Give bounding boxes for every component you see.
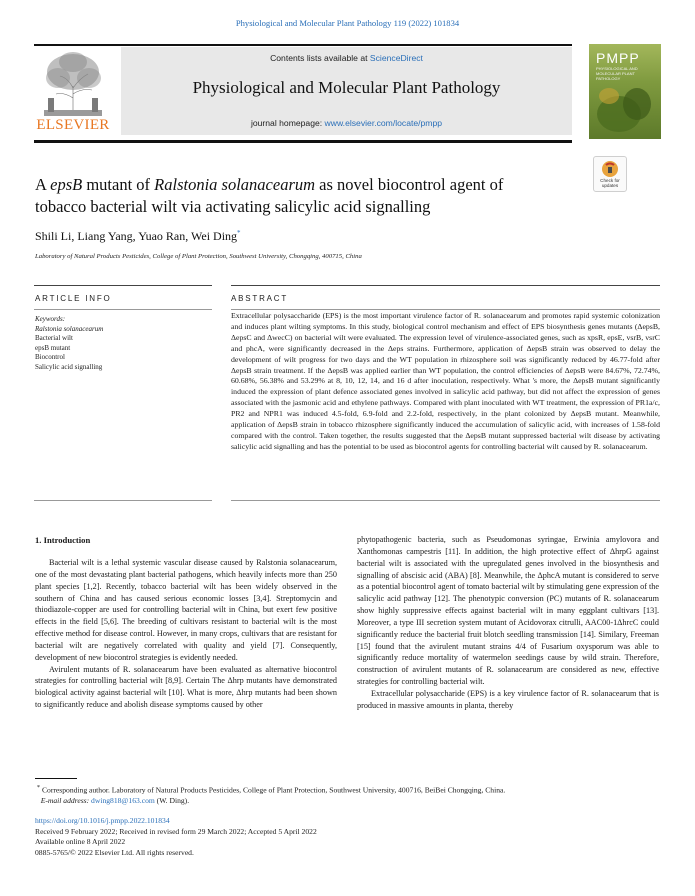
keywords-bottom-rule xyxy=(34,500,212,501)
sciencedirect-link[interactable]: ScienceDirect xyxy=(369,53,423,63)
journal-title: Physiological and Molecular Plant Pathology xyxy=(192,78,501,97)
title-part-italic: Ralstonia solanacearum xyxy=(154,175,316,194)
email-label: E-mail address: xyxy=(40,796,92,806)
corresponding-author-footnote xyxy=(35,783,660,807)
keywords-block xyxy=(35,315,103,373)
header-top-rule xyxy=(34,44,572,46)
intro-paragraph: Avirulent mutants of R. solanacearum have been evaluated as alternative biocontrol strategies for controlling bacterial wilt [8,9]. Certain The Δhrp mutants have demonstrated biological activity against bacterial wilt [10]. What is more, Δhrp mutants had been shown to significantly reduce and abolish disease symptoms caused by other xyxy=(35,664,337,710)
author-list xyxy=(35,229,241,244)
keyword-item: Salicylic acid signalling xyxy=(35,362,103,371)
keyword-item: Ralstonia solanacearum xyxy=(35,324,104,333)
publication-info xyxy=(35,816,660,858)
footnote-rule xyxy=(35,778,77,779)
intro-paragraph: phytopathogenic bacteria, such as Pseudomonas syringae, Erwinia amylovora and Xanthomonas campestris [11]. In addition, the high protective effect of ΔhrpG against bacterial wilt is associated with the upregulated genes involved in the biosynthesis and signalling of abscisic acid (ABA) [8]. Meanwhile, the ΔphcA mutant is considered to serve as a potential biocontrol agent of tomato bacterial wilt by stimulating gene expression of the salicylic acid pathway [12]. The phenotypic conversion (PC) mutants of R. solanacearum show highly suppressive effects against bacterial wilt in many eggplant cultivars [13]. Moreover, a type III secretion system mutant of Acidovorax citrulli, AAC00-1ΔhrcC could significantly reduce the bacterial fruit blotch seedling transmission [14]. Similary, Freeman [15] found that the avirulent mutant strains 4/4 of Fusarium oxysporum was able to significantly reduce mortality of watermelon seedings cause by wild strain. Therefore, construction of avirulent mutants of R. solanacearum are considered as new, effective strategies for controlling bacterial wilt. xyxy=(357,535,659,687)
check-updates-icon xyxy=(594,159,626,179)
copyright-line: 0885-5765/© 2022 Elsevier Ltd. All rights reserved. xyxy=(35,847,194,857)
abstract-body: Extracellular polysaccharide (EPS) is the most important virulence factor of R. solanacearum and promotes rapid systemic colonization and induces plant wilting symptoms. In this study, biological control mechanism and effect of EPS biosynthesis genes mutants (ΔepsB, ΔepsC and ΔwecC) on bacterial wilt were evaluated. The expression level of virulence-associated genes, such as xpsR, epsE, vsrB, vsrC and phcA, were significantly decreased in the Δeps strains. Furthermore, application of ΔepsB strain was observed to delay the development of wilt progress for two days and the WT population in rhizosphere soil was significantly reduced by 46.77-fold after ΔepsB strain treatment. If the ΔepsB was applied earlier than WT population, the control efficiencies of ΔepsB were 84.67%, 72.74%, 60.68%, 56.38% and 53.29% at 8, 10, 12, 14, and 16 d after inoculation, respectively. What 's more, the ΔepsB mutant significantly induced the expression of plant defence associated genes involved in salicylic acid pathway, but did not affect the expression of genes associated with the jasmonic acid and ethylene pathways. Compared with plant inoculated with WT treatment, the expression of PR1a/c, PR2 and NPR1 was induced 4.5-fold, 6.9-fold and 2.2-fold, respectively, in the plant colonized by ΔepsB mutant. Meanwhile, application of ΔepsB strain in tobacco rhizosphere significantly induced the accumulation of salicylic acid, with increases of 1.58-fold compared with the control. Taken together, the results suggested that the ΔepsB mutant suppressed bacterial wilt disease by activating salicylic acid signalling and has the potential to be used as biocontrol agents for controlling bacterial wilt caused by R. solanacearum. xyxy=(231,311,660,451)
keyword-item: Bacterial wilt xyxy=(35,334,73,343)
cover-title: PMPP xyxy=(596,50,640,66)
journal-citation[interactable]: Physiological and Molecular Plant Pathology 119 (2022) 101834 xyxy=(235,18,460,28)
title-part: mutant of xyxy=(82,175,155,194)
title-line-2: tobacco bacterial wilt via activating salicylic acid signalling xyxy=(35,197,431,216)
keyword-item: Biocontrol xyxy=(35,353,65,362)
intro-paragraph: Bacterial wilt is a lethal systemic vascular disease caused by Ralstonia solanacearum, one of the most devastating plant bacterial pathogens, which heavily infects more than 250 plant species [1,2]. Recently, tobacco bacterial wilt has been widely observed in the southern of China and has caused serious economic losses [3,4]. Streptomycin and thiodiazole-copper are used for controlling bacterial wilt in China, but exert few positive effects in the field [5,6]. The breeding of cultivars resistant to bacterial wilt is the most effective method for disease control. However, in many crops, cultivars that are resistant for bacterial wilt are negatively correlated with quality and yield [7]. Consequently, development of new biocontrol strategies is evidently needed. xyxy=(35,558,337,662)
body-column-left xyxy=(35,557,337,711)
doi-link[interactable]: https://doi.org/10.1016/j.pmpp.2022.101834 xyxy=(35,816,170,825)
contents-line xyxy=(121,53,572,63)
email-link[interactable]: dwing818@163.com xyxy=(91,796,155,806)
header-bottom-rule xyxy=(34,140,572,143)
homepage-prefix: journal homepage: xyxy=(250,118,325,128)
corresponding-author-mark[interactable]: * xyxy=(237,229,241,237)
abstract-rule xyxy=(231,285,660,286)
footnote-text: Corresponding author. Laboratory of Natural Products Pesticides, College of Plant Protection, Southwest University, 400716, BeiBei Chongqing, China. xyxy=(41,785,506,795)
authors-text[interactable]: Shili Li, Liang Yang, Yuao Ran, Wei Ding xyxy=(35,229,238,243)
keywords-rule xyxy=(34,309,212,310)
body-column-right xyxy=(357,534,659,712)
keyword-item: epsB mutant xyxy=(35,343,71,352)
affiliation: Laboratory of Natural Products Pesticides, College of Plant Protection, Southwest University, Chongqing, 400715, China xyxy=(35,253,362,260)
article-title xyxy=(35,174,575,218)
email-suffix: (W. Ding). xyxy=(154,796,190,806)
contents-prefix: Contents lists available at xyxy=(270,53,370,63)
abstract-bottom-rule xyxy=(231,500,660,501)
received-dates: Received 9 February 2022; Received in revised form 29 March 2022; Accepted 5 April 2022 xyxy=(35,826,317,836)
abstract-inner-rule xyxy=(231,309,660,310)
publisher-wordmark: ELSEVIER xyxy=(36,117,110,133)
article-info-rule xyxy=(34,285,212,286)
check-for-updates-button[interactable] xyxy=(593,156,627,192)
badge-line-1: Check for xyxy=(600,178,620,183)
online-date: Available online 8 April 2022 xyxy=(35,837,126,847)
title-part: as novel biocontrol agent of xyxy=(315,175,504,194)
abstract-heading: ABSTRACT xyxy=(231,294,289,303)
homepage-line xyxy=(121,118,572,128)
keywords-label: Keywords: xyxy=(35,315,66,323)
badge-line-2: updates xyxy=(601,183,619,189)
title-part: A xyxy=(35,175,51,194)
title-part-italic: epsB xyxy=(50,175,83,194)
homepage-link[interactable]: www.elsevier.com/locate/pmpp xyxy=(324,118,443,128)
cover-subtitle: PHYSIOLOGICAL AND MOLECULAR PLANT PATHOLOGY xyxy=(596,66,638,81)
intro-paragraph: Extracellular polysaccharide (EPS) is a key virulence factor of R. solanacearum that is produced in massive amounts in planta, thereby xyxy=(357,688,659,710)
footnote-marker: * xyxy=(36,784,41,791)
article-info-heading: ARTICLE INFO xyxy=(35,294,112,303)
section-heading-introduction: 1. Introduction xyxy=(35,535,91,545)
